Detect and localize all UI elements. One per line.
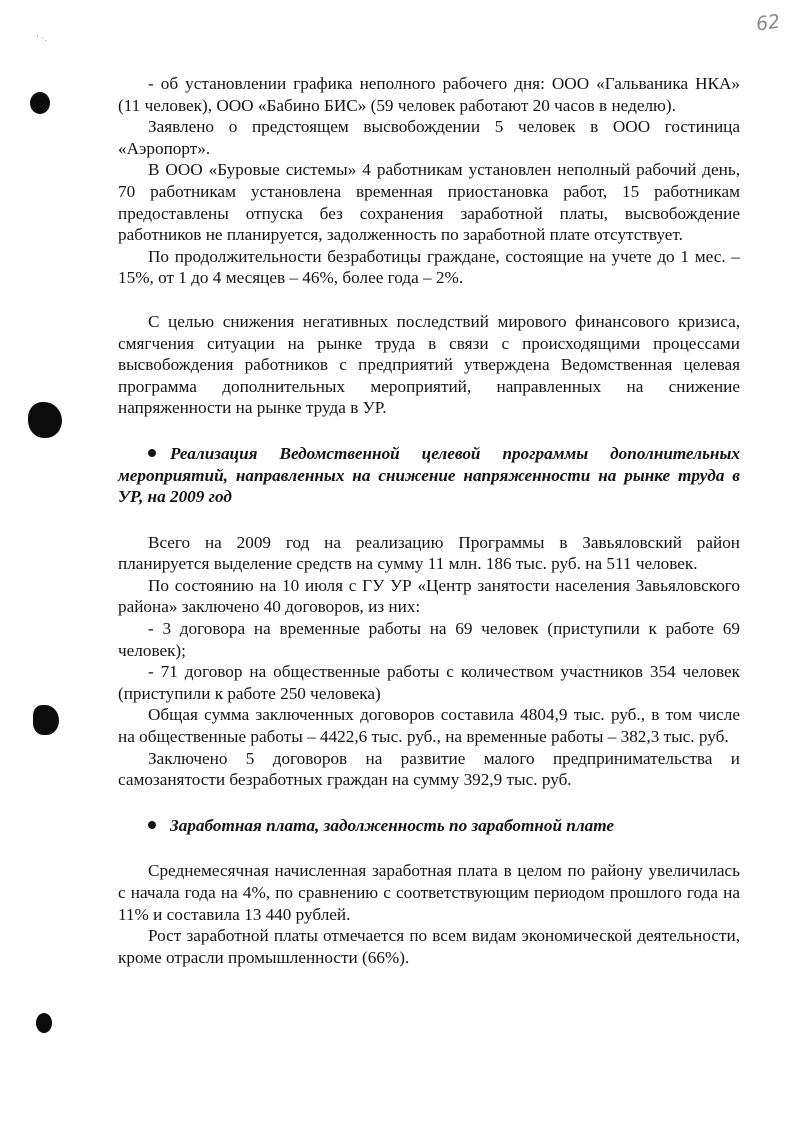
punch-hole-4 — [36, 1013, 52, 1033]
paragraph: Среднемесячная начисленная заработная плата в целом по району увеличилась с начала года на 4%, по сравнению с соответствующим периодом прошлого года на 11% и составила 13 440 рублей. — [118, 861, 740, 924]
page-number: 62 — [754, 10, 782, 36]
paragraph: Рост заработной платы отмечается по всем видам экономической деятельности, кроме отрасли промышленности (66%). — [118, 926, 740, 967]
section-heading — [118, 815, 740, 837]
punch-hole-3 — [33, 705, 59, 735]
punch-hole-1 — [30, 92, 50, 114]
paragraph: В ООО «Буровые системы» 4 работникам установлен неполный рабочий день, 70 работникам установлена временная приостановка работ, 15 работникам предоставлены отпуска без сохранения заработной платы, высвобождение работников не планируется, задолженность по заработной плате отсутствует. — [118, 160, 740, 245]
paragraph: По состоянию на 10 июля с ГУ УР «Центр занятости населения Завьяловского района» заключено 40 договоров, из них: — [118, 575, 740, 617]
paragraph: Заключено 5 договоров на развитие малого предпринимательства и самозанятости безработных граждан на сумму 392,9 тыс. руб. — [118, 748, 740, 790]
paragraph: - 3 договора на временные работы на 69 человек (приступили к работе 69 человек); — [118, 619, 740, 660]
punch-hole-2 — [28, 402, 62, 438]
bullet-icon — [148, 449, 156, 457]
section-heading-text: Реализация Ведомственной целевой программы дополнительных мероприятий, направленных на снижение напряженности на рынке труда в УР, на 2009 год — [118, 443, 740, 507]
paragraph: - об установлении графика неполного рабочего дня: ООО «Гальваника НКА» (11 человек), ООО «Бабино БИС» (59 человек работают 20 часов в неделю). — [118, 74, 740, 115]
paragraph: Общая сумма заключенных договоров составила 4804,9 тыс. руб., в том числе на общественные работы – 4422,6 тыс. руб., на временные работы – 382,3 тыс. руб. — [118, 705, 740, 747]
section-heading-text: Заработная плата, задолженность по заработной плате — [170, 815, 615, 835]
section-heading — [118, 443, 740, 508]
paragraph: - 71 договор на общественные работы с количеством участников 354 человек (приступили к работе 250 человека) — [118, 662, 740, 703]
paragraph: Всего на 2009 год на реализацию Программы в Завьяловский район планируется выделение средств на сумму 11 млн. 186 тыс. руб. на 511 человек. — [118, 532, 740, 574]
scan-mark: ' ·. — [36, 34, 48, 44]
paragraph: Заявлено о предстоящем высвобождении 5 человек в ООО гостиница «Аэропорт». — [118, 117, 740, 158]
bullet-icon — [148, 821, 156, 829]
paragraph: С целью снижения негативных последствий мирового финансового кризиса, смягчения ситуации на рынке труда в связи с происходящими процессами высвобождения работников с предприятий утверждена Ведомственная целевая программа дополнительных мероприятий, направленных на снижение напряженности на рынке труда в УР. — [118, 311, 740, 418]
paragraph: По продолжительности безработицы граждане, состоящие на учете до 1 мес. – 15%, от 1 до 4 месяцев – 46%, более года – 2%. — [118, 246, 740, 288]
document-body — [118, 73, 740, 968]
